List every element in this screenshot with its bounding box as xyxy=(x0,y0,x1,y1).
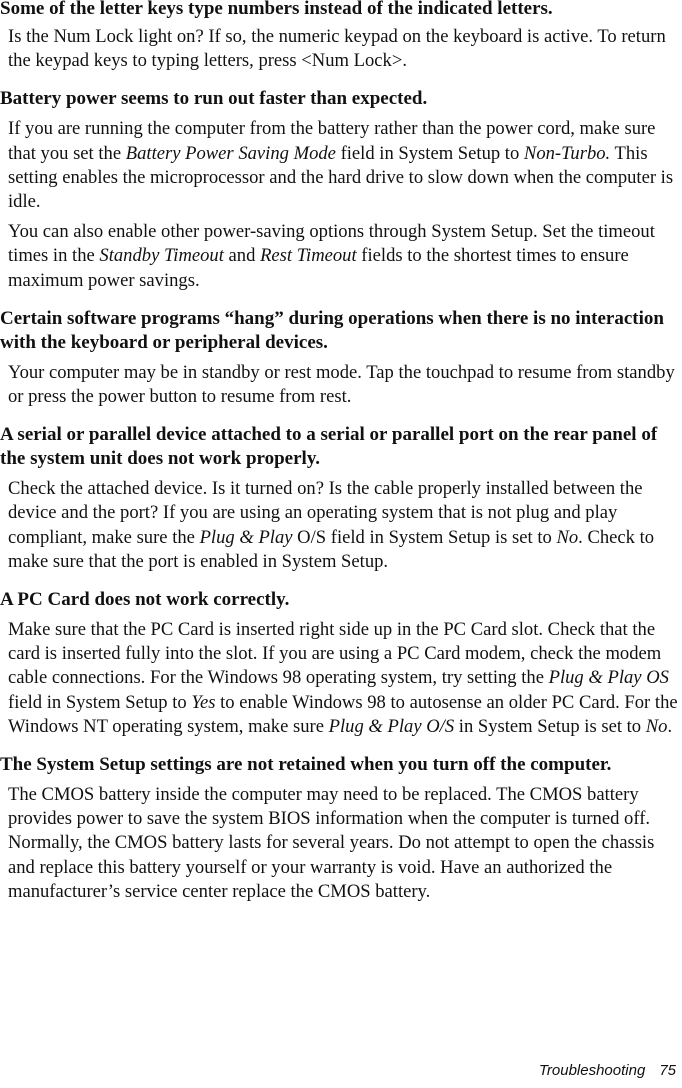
item-heading: Certain software programs “hang” during operations when there is no interaction with the keyboard or peripheral devices. xyxy=(0,307,664,353)
troubleshooting-item-serial-parallel xyxy=(0,423,682,574)
item-paragraph: Make sure that the PC Card is inserted right side up in the PC Card slot. Check that the card is inserted fully into the slot. If you are using a PC Card modem, check the modem cable connections. For the Windows 98 operating system, try setting the Plug & Play OS field in System Setup to Yes to enable Windows 98 to autosense an older PC Card. For the Windows NT operating system, make sure Plug & Play O/S in System Setup is set to No. xyxy=(8,619,678,737)
item-paragraph: Your computer may be in standby or rest mode. Tap the touchpad to resume from standby or press the power button to resume from rest. xyxy=(8,361,675,408)
item-heading: Some of the letter keys type numbers instead of the indicated letters. xyxy=(0,0,553,19)
troubleshooting-item-software-hang xyxy=(0,307,682,409)
troubleshooting-item-num-lock xyxy=(0,0,682,73)
troubleshooting-item-cmos xyxy=(0,753,682,904)
troubleshooting-item-pc-card xyxy=(0,588,682,739)
item-heading: A serial or parallel device attached to a serial or parallel port on the rear panel of the system unit does not work properly. xyxy=(0,424,658,470)
item-paragraph: Check the attached device. Is it turned on? Is the cable properly installed between the device and the port? If you are using an operating system that is not plug and play compliant, make sure the Plug & Play O/S field in System Setup is set to No. Check to make sure that the port is enabled in System Setup. xyxy=(8,478,655,572)
page-footer xyxy=(539,1062,676,1080)
item-paragraph: If you are running the computer from the battery rather than the power cord, make sure that you set the Battery Power Saving Mode field in System Setup to Non-Turbo. This setting enables the microprocessor and the hard drive to slow down when the computer is idle. xyxy=(8,118,674,213)
item-heading: The System Setup settings are not retained when you turn off the computer. xyxy=(0,754,612,776)
item-paragraph: The CMOS battery inside the computer may need to be replaced. The CMOS battery provides power to save the system BIOS information when the computer is turned off. Normally, the CMOS battery lasts for several years. Do not attempt to open the chassis and replace this battery yourself or your warranty is void. Have an authorized the manufacturer’s service center replace the CMOS battery. xyxy=(8,784,655,902)
page-number: 75 xyxy=(659,1062,676,1079)
item-paragraph: You can also enable other power-saving options through System Setup. Set the timeout times in the Standby Timeout and Rest Timeout fields to the shortest times to ensure maximum power savings. xyxy=(8,221,655,291)
troubleshooting-item-battery xyxy=(0,87,682,292)
item-paragraph: Is the Num Lock light on? If so, the numeric keypad on the keyboard is active. To return the keypad keys to typing letters, press <Num Lock>. xyxy=(8,26,666,72)
item-heading: A PC Card does not work correctly. xyxy=(0,589,290,611)
item-heading: Battery power seems to run out faster than expected. xyxy=(0,88,428,110)
footer-section-title: Troubleshooting xyxy=(538,1062,646,1079)
